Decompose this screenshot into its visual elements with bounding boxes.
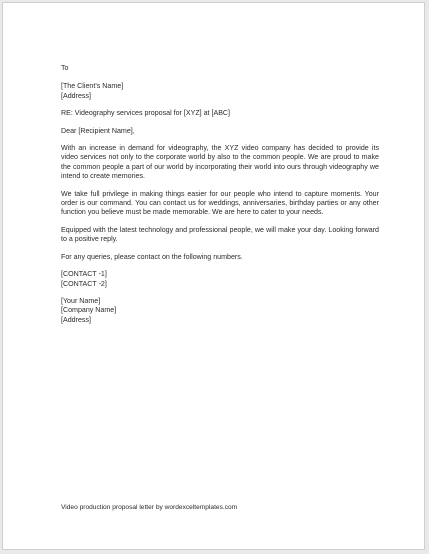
letter-body: [61, 64, 379, 325]
paragraph-contact: For any queries, please contact on the following numbers.: [61, 252, 243, 261]
page-footer: Video production proposal letter by wordexceltemplates.com: [61, 504, 238, 511]
sender-name: [Your Name]: [61, 296, 101, 305]
client-name: [The Client’s Name]: [61, 82, 124, 91]
paragraph-services: We take full privilege in making things easier for our people who intend to capture moments. Your order is our command. You can contact us for weddings, anniversaries, birthday parties or any other function you believe must be made memorable. We are here to cater to your needs.: [61, 189, 379, 217]
sender-address: [Address]: [61, 315, 91, 324]
client-address: [Address]: [61, 91, 91, 100]
paragraph-closing: Equipped with the latest technology and professional people, we will make your day. Looking forward to a positive reply.: [61, 225, 379, 244]
contact-1: [CONTACT -1]: [61, 270, 107, 279]
to-label: To: [61, 64, 69, 72]
subject-line: RE: Videography services proposal for [XYZ] at [ABC]: [61, 109, 231, 118]
sender-company: [Company Name]: [61, 306, 117, 315]
document-page: [2, 2, 425, 550]
paragraph-intro: With an increase in demand for videography, the XYZ video company has decided to provide its video services not only to the corporate world by also to the common people. We are proud to make the common people a part of our world by incorporating their world into ours through videography we intend to create memories.: [61, 144, 379, 181]
salutation: Dear [Recipient Name],: [61, 126, 135, 135]
contact-2: [CONTACT -2]: [61, 279, 107, 288]
